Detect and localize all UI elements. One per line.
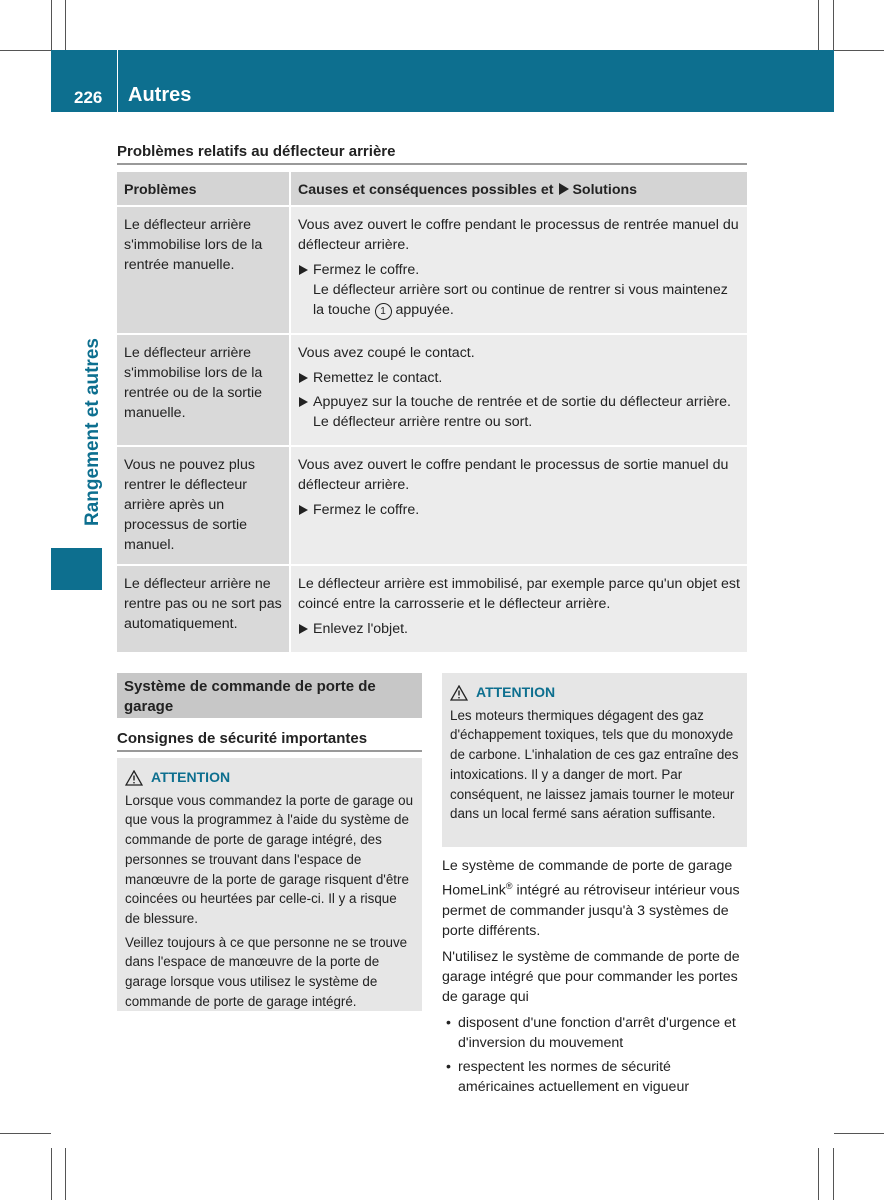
warning-text: Veillez toujours à ce que personne ne se trouve dans l'espace de manœuvre de la porte de garage lorsque vous utilisez le système de commande de porte de garage intégré. (125, 934, 408, 1009)
key-marker-icon: 1 (375, 303, 392, 320)
cause-text: Vous avez coupé le contact. (298, 345, 475, 361)
crop-mark (833, 0, 834, 50)
crop-mark (833, 1148, 834, 1200)
crop-mark (65, 0, 66, 50)
table-row (117, 446, 747, 565)
action-step (298, 619, 740, 639)
cause-cell (290, 565, 747, 652)
crop-mark (834, 1133, 884, 1134)
body-text: intégré au rétroviseur intérieur vous permet de commander jusqu'à 3 systèmes de porte différents. (442, 882, 740, 939)
action-result-text: Le déflecteur arrière sort ou continue de rentrer si vous maintenez la touche (313, 282, 728, 318)
bullet-marker: • (446, 1014, 451, 1031)
safety-heading: Consignes de sécurité importantes (117, 730, 368, 747)
warning-header (125, 768, 414, 788)
action-text: Remettez le contact. (313, 370, 443, 386)
crop-mark (65, 1148, 66, 1200)
table-row (117, 565, 747, 652)
crop-mark (818, 1148, 819, 1200)
section-title: Problèmes relatifs au déflecteur arrière (117, 143, 396, 160)
cause-cell (290, 446, 747, 565)
solution-arrow-icon (559, 183, 569, 195)
warning-text: Lorsque vous commandez la porte de garage ou que vous la programmez à l'aide du système de commande de porte de garage intégré, des personnes se trouvant dans l'espace de manœuvre de la porte de garage risquent d'être coincées ou heurtées par celle-ci. Il y a risque de blessure. (125, 792, 414, 926)
crop-mark (0, 50, 51, 51)
warning-title: ATTENTION (476, 684, 556, 700)
warning-title: ATTENTION (151, 769, 231, 785)
list-item (442, 1057, 748, 1097)
action-result (313, 280, 740, 320)
warning-box-right (442, 673, 747, 847)
chapter-title: Autres (128, 84, 192, 106)
cause-cell (290, 334, 747, 446)
side-tab-marker (51, 548, 102, 590)
problem-cell: Le déflecteur arrière s'immobilise lors de la rentrée ou de la sortie manuelle. (117, 334, 290, 446)
problem-cell: Le déflecteur arrière s'immobilise lors de la rentrée manuelle. (117, 206, 290, 334)
body-text: Le système de commande de porte de garage HomeLink (442, 858, 733, 899)
garage-body (442, 856, 748, 1101)
warning-triangle-icon (125, 770, 143, 786)
warning-text: Les moteurs thermiques dégagent des gaz d'échappement toxiques, tels que du monoxyde de carbone. L'inhalation de ces gaz entraîne des intoxications. Il y a danger de mort. Par conséquent, ne laissez jamais tourner le moteur dans un local fermé sans aération suffisante. (450, 707, 739, 822)
header-causes-text: Causes et conséquences possibles et (298, 182, 554, 198)
garage-section-title: Système de commande de porte de garage (117, 673, 422, 718)
action-step (298, 260, 740, 320)
registered-mark: ® (505, 881, 513, 891)
action-text: Appuyez sur la touche de rentrée et de sortie du déflecteur arrière. (313, 394, 731, 410)
list-item (442, 1013, 748, 1053)
crop-mark (818, 0, 819, 50)
cause-cell (290, 206, 747, 334)
action-text: Enlevez l'objet. (313, 621, 408, 637)
problem-cell: Le déflecteur arrière ne rentre pas ou ne sort pas automatiquement. (117, 565, 290, 652)
header-causes (290, 172, 747, 206)
body-paragraph (442, 856, 748, 941)
list-item-text: disposent d'une fonction d'arrêt d'urgence et d'inversion du mouvement (458, 1014, 736, 1051)
action-result-end: appuyée. (395, 302, 454, 318)
page-number: 226 (74, 88, 103, 107)
section-rule (117, 163, 747, 165)
header-solutions-text: Solutions (572, 182, 638, 198)
header-divider (117, 50, 118, 112)
action-text: Fermez le coffre. (313, 262, 420, 278)
body-paragraph: N'utilisez le système de commande de porte de garage intégré que pour commander les portes de garage qui (442, 948, 740, 1005)
action-step (298, 500, 740, 520)
warning-box-left (117, 758, 422, 1011)
list-item-text: respectent les normes de sécurité américaines actuellement en vigueur (458, 1058, 690, 1095)
action-text: Fermez le coffre. (313, 502, 420, 518)
warning-triangle-icon (450, 685, 468, 701)
side-tab-label: Rangement et autres (82, 338, 103, 526)
table-row (117, 334, 747, 446)
safety-rule (117, 750, 422, 752)
crop-mark (51, 0, 52, 50)
table-row (117, 206, 747, 334)
cause-text: Vous avez ouvert le coffre pendant le processus de sortie manuel du déflecteur arrière. (298, 457, 729, 493)
crop-mark (51, 1148, 52, 1200)
action-step (298, 368, 740, 388)
problem-cell: Vous ne pouvez plus rentrer le déflecteur arrière après un processus de sortie manuel. (117, 446, 290, 565)
action-result: Le déflecteur arrière rentre ou sort. (313, 414, 533, 430)
warning-header (450, 683, 739, 703)
header-problems: Problèmes (117, 172, 290, 206)
table-header-row (117, 172, 747, 206)
cause-text: Le déflecteur arrière est immobilisé, par exemple parce qu'un objet est coincé entre la carrosserie et le déflecteur arrière. (298, 576, 740, 612)
crop-mark (834, 50, 884, 51)
troubleshooting-table (117, 172, 747, 652)
cause-text: Vous avez ouvert le coffre pendant le processus de rentrée manuel du déflecteur arrière. (298, 217, 739, 253)
action-step (298, 392, 740, 432)
bullet-marker: • (446, 1058, 451, 1075)
crop-mark (0, 1133, 51, 1134)
